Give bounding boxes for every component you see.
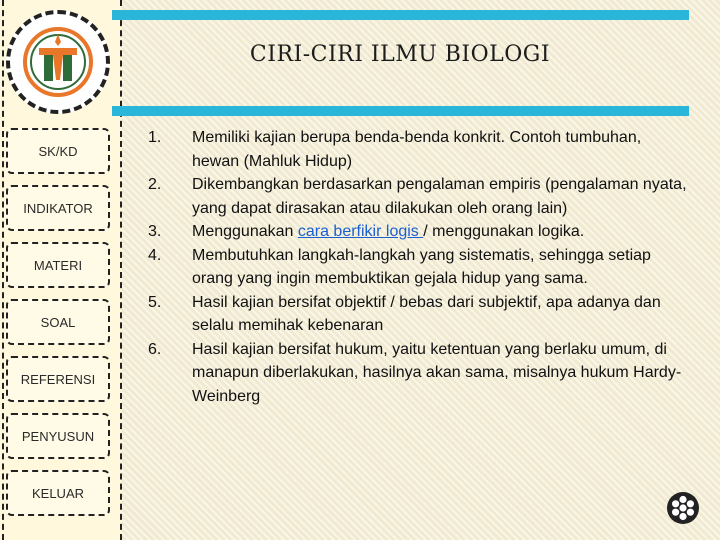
university-logo-icon xyxy=(22,26,94,98)
sidebar xyxy=(0,0,122,540)
top-accent-bar xyxy=(112,10,689,20)
content-list xyxy=(130,126,690,408)
item-number: 4. xyxy=(148,246,162,264)
divider-bar xyxy=(112,106,689,116)
list-item xyxy=(130,220,690,244)
item-text: Hasil kajian bersifat objektif / bebas dari subjektif, apa adanya dan selalu memihak kebenaran xyxy=(192,293,661,334)
logo xyxy=(6,10,110,114)
flower-icon[interactable] xyxy=(666,491,700,525)
item-number: 5. xyxy=(148,293,162,311)
nav-keluar-button[interactable]: KELUAR xyxy=(6,470,110,516)
item-text: Hasil kajian bersifat hukum, yaitu ketentuan yang berlaku umum, di manapun diberlakukan, hasilnya akan sama, misalnya hukum Hardy-Weinberg xyxy=(192,340,682,405)
item-number: 3. xyxy=(148,223,162,240)
item-text-pre: Menggunakan xyxy=(192,223,298,240)
list-item xyxy=(130,291,690,338)
nav-menu xyxy=(6,128,110,527)
item-text xyxy=(192,220,690,244)
item-text: Memiliki kajian berupa benda-benda konkrit. Contoh tumbuhan, hewan (Mahluk Hidup) xyxy=(192,129,642,170)
nav-referensi-button[interactable]: REFERENSI xyxy=(6,356,110,402)
logic-link[interactable]: cara berfikir logis xyxy=(297,223,424,240)
nav-indikator-button[interactable]: INDIKATOR xyxy=(6,185,110,231)
nav-materi-button[interactable]: MATERI xyxy=(6,242,110,288)
list-item xyxy=(130,244,690,291)
list-item xyxy=(130,173,690,220)
page-title: CIRI-CIRI ILMU BIOLOGI xyxy=(249,42,551,67)
item-number: 1. xyxy=(148,129,162,146)
nav-penyusun-button[interactable]: PENYUSUN xyxy=(6,413,110,459)
list-item xyxy=(130,338,690,409)
item-number: 6. xyxy=(148,340,162,358)
item-number: 2. xyxy=(148,176,162,193)
item-text-post: / menggunakan logika. xyxy=(423,223,585,240)
nav-sk-kd-button[interactable]: SK/KD xyxy=(6,128,110,174)
item-text: Membutuhkan langkah-langkah yang sistematis, sehingga setiap orang yang ingin membuktikan gejala hidup yang sama. xyxy=(192,246,651,287)
nav-soal-button[interactable]: SOAL xyxy=(6,299,110,345)
list-item xyxy=(130,126,690,173)
item-text: Dikembangkan berdasarkan pengalaman empiris (pengalaman nyata, yang dapat dirasakan atau dilakukan oleh orang lain) xyxy=(192,176,687,217)
